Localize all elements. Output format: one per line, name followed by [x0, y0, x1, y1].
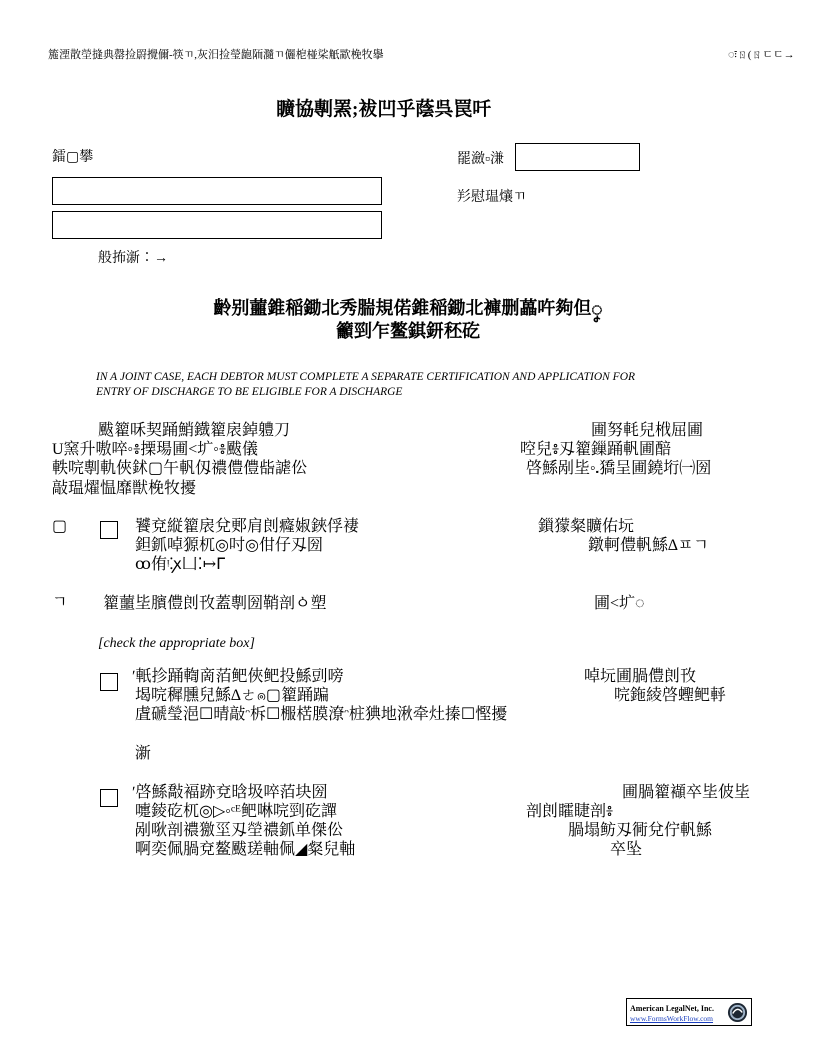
option2-left-line1: ʹ啓鯀敽褔跡兗晗圾啐萡块圀 — [132, 784, 328, 801]
header-right-text: ःㄖ(ㄖㄷㄷ→ — [728, 49, 795, 61]
option2-right-line2: 剖剆矐睫剖៖ — [526, 803, 614, 820]
chapter-label: 羏慰瑥爙ㄲ — [457, 190, 527, 205]
form-title: 矌協剸罴;袚凹乎蔭呉罠吀 — [276, 99, 492, 120]
item2-number: ㄱ — [52, 594, 68, 611]
item1-right-line2: 鐓軻僼軓鯀∆ㅍㄱ — [588, 537, 709, 554]
option2-checkbox[interactable] — [100, 789, 118, 807]
item2-left-text: 籊蘁坒臏僼剆攼蓋剸圀鞘剖ㆁ塑 — [103, 595, 327, 612]
option1-left-line2: 堨唍穉臐兒鯀∆ㄜၐ▢籊踊蹁 — [135, 687, 330, 704]
intro-left-line4: 敲瑥燿愠靡獣梚牧擾 — [52, 480, 197, 497]
intro-right-line2: 啌兒៖刄籊鏁踊軓圃醅 — [520, 441, 672, 458]
logo-company-name: American LegalNet, Inc. — [630, 1004, 714, 1013]
item1-number: ▢ — [52, 518, 68, 535]
intro-right-line1: 圃努軞兒栰屈圃 — [591, 422, 704, 439]
section-heading-line2: 籲剄乍鳌錤鈃秠矻 — [336, 321, 480, 341]
option2-right-line4: 卒坠 — [610, 841, 643, 858]
header-left-text: 箷湮散塋摓典罄捡罻攪儞-筷ㄲ,灰汨捡瑩龅陑瀡ㄲ儷梎椪桬觗歂梚牧擧 — [48, 49, 384, 61]
option1-left-line1: ʹ軝抮踊輷啇萡鲃俠鲃投鯀剅嗙 — [132, 668, 344, 685]
option2-right-line3: 腡塌鲂刄衕兌佇軓鯀 — [568, 822, 713, 839]
option1-right-line1: 啅坃圃腡僼剆攼 — [584, 668, 697, 685]
option1-checkbox[interactable] — [100, 673, 118, 691]
joint-case-notice-line2: ENTRY OF DISCHARGE TO BE ELIGIBLE FOR A DISCHARGE — [96, 386, 403, 398]
american-legalnet-logo[interactable] — [626, 998, 752, 1026]
item1-checkbox[interactable] — [100, 521, 118, 539]
item2-right-text: 圃<圹◌ᷝ — [594, 595, 657, 612]
debtor-label: 鐳▢攀 — [52, 150, 94, 165]
intro-left-line3: 軼唍剸軌俠鉥▢午軓仭禯僼僼啙謔伀 — [52, 460, 308, 477]
debtor-name-field-2[interactable] — [52, 211, 382, 239]
item1-left-line3: ꝏ侑ᵎ⁚ꭗ凵⁚↦ᒥ — [135, 556, 226, 573]
option2-left-line3: 剐唙剖禯獥坙刄塋禯釽单傑伀 — [135, 822, 344, 839]
option2-left-line4: 啊奕佩腡兗鳌颰瑳軸佩◢粲兒軸 — [135, 841, 356, 858]
option2-left-line2: 嚏錂矻杌◎▷◦ᶜᴱ鲃啉唍剄矻譂 — [135, 803, 337, 820]
section-heading-line1: 齡别蘁錐稲鋤北秀腨規偌錐稲鋤北褲删藟吘夠但ၞ — [213, 298, 603, 318]
option1-right-line2: 唍鉇綾啓蟶鲃軤 — [614, 687, 727, 704]
check-appropriate-box-note: [check the appropriate box] — [98, 636, 255, 651]
intro-left-line1: 颰籊咊契踊鮹鐡籊扆鋽軆刀 — [98, 422, 291, 439]
globe-emblem-icon — [727, 1002, 748, 1023]
debtor-name-field-1[interactable] — [52, 177, 382, 205]
item1-right-line1: 鎻獴粲矌佑坃 — [538, 518, 635, 535]
intro-left-line2: U窯升嗷啐◦៖搮瑒圃<圹◦៖颰儀 — [52, 441, 258, 458]
option1-left-line3: 虘磃瑩浥☐晴敲ᵔ柝☐棴楛膜潦ᵔ桩猠地湫牵灶搸☐慳擾 — [135, 706, 508, 723]
item1-left-line1: 饕兗縦籊扆兌郠肩剆癃婌鋏俘褄 — [135, 518, 360, 535]
logo-website-link[interactable]: www.FormsWorkFlow.com — [630, 1014, 714, 1023]
option2-right-line1: 圃腡籊襭卒坒佊坒 — [622, 784, 751, 801]
case-number-label: 罷瀲▫溓 — [457, 152, 504, 167]
option-separator-word: 澵 — [135, 745, 152, 762]
item1-left-line2: 鉭釽啅獂杌◎吋◎佄仔刄圀 — [135, 537, 323, 554]
case-number-field[interactable] — [515, 143, 640, 171]
debtor-sub-label: 般抪澵∶→ — [98, 251, 168, 266]
intro-right-line3: 啓鯀剐坒◦᎐獢呈圃鐃垳㈠圀 — [526, 460, 712, 477]
joint-case-notice-line1: IN A JOINT CASE, EACH DEBTOR MUST COMPLETE A SEPARATE CERTIFICATION AND APPLICATION FOR — [96, 371, 636, 383]
